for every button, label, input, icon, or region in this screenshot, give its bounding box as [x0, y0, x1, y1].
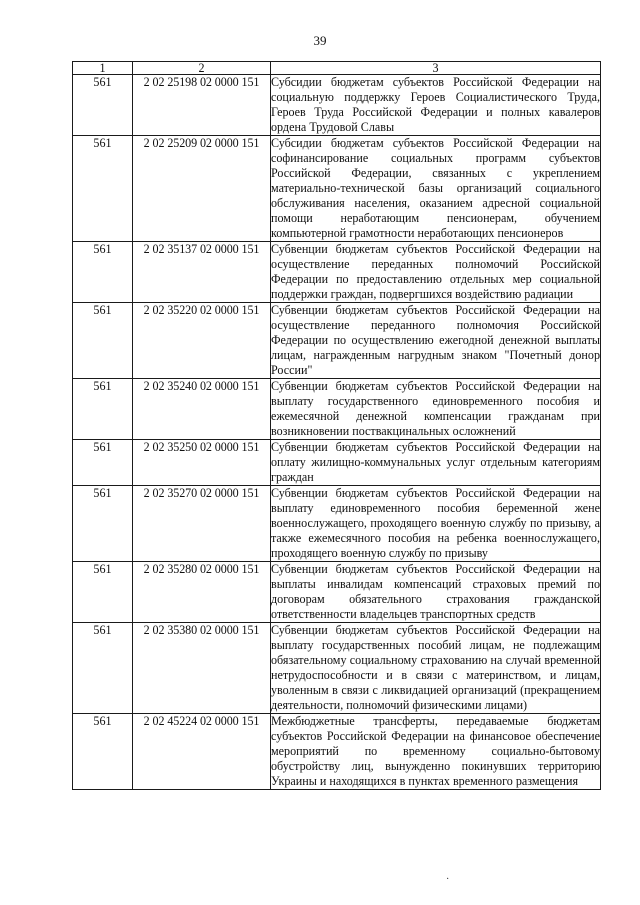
- admin-code-cell: 561: [73, 303, 133, 379]
- admin-code-cell: 561: [73, 714, 133, 790]
- column-header-admin: 1: [73, 62, 133, 75]
- admin-code-cell: 561: [73, 562, 133, 623]
- column-header-code: 2: [133, 62, 271, 75]
- table-row: [73, 136, 601, 242]
- income-name-cell: Субвенции бюджетам субъектов Российской Федерации на выплату государственного единовременного пособия и ежемесячной денежной компенсации гражданам при возникновении поствакцинальных осложнений: [271, 379, 600, 438]
- income-name-cell: Субвенции бюджетам субъектов Российской Федерации на выплаты инвалидам компенсаций страховых премий по договорам обязательного страхования гражданской ответственности владельцев транспортных средств: [271, 562, 600, 621]
- table-row: [73, 75, 601, 136]
- income-code-cell: 2 02 35220 02 0000 151: [133, 303, 271, 379]
- admin-code-cell: 561: [73, 486, 133, 562]
- income-code-cell: 2 02 45224 02 0000 151: [133, 714, 271, 790]
- admin-code-cell: 561: [73, 242, 133, 303]
- income-name-cell: Субвенции бюджетам субъектов Российской Федерации на осуществление переданных полномочий Российской Федерации по предоставлению отдельных мер социальной поддержки граждан, подвергшихся воздействию радиации: [271, 242, 600, 301]
- table-row: [73, 440, 601, 486]
- income-name-cell: Субсидии бюджетам субъектов Российской Федерации на социальную поддержку Героев Социалистического Труда, Героев Труда Российской Федерации и полных кавалеров ордена Трудовой Славы: [271, 75, 600, 134]
- table-row: [73, 486, 601, 562]
- income-name-cell: Субвенции бюджетам субъектов Российской Федерации на выплату государственных пособий лицам, не подлежащим обязательному социальному страхованию на случай временной нетрудоспособности и в связи с материнством, и лицам, уволенным в связи с ликвидацией организаций (прекращением деятельности, полномочий физическими лицами): [271, 623, 600, 712]
- admin-code-cell: 561: [73, 136, 133, 242]
- table-header-row: [73, 62, 601, 75]
- table-row: [73, 303, 601, 379]
- income-code-cell: 2 02 35280 02 0000 151: [133, 562, 271, 623]
- income-code-cell: 2 02 35250 02 0000 151: [133, 440, 271, 486]
- column-header-name: 3: [271, 62, 601, 75]
- page-number: 39: [313, 33, 327, 48]
- admin-code-cell: 561: [73, 379, 133, 440]
- table-row: [73, 714, 601, 790]
- income-code-cell: 2 02 25209 02 0000 151: [133, 136, 271, 242]
- income-name-cell: Субвенции бюджетам субъектов Российской Федерации на выплату единовременного пособия беременной жене военнослужащего, проходящего военную службу по призыву, а также ежемесячного пособия на ребенка военнослужащего, проходящего военную службу по призыву: [271, 486, 600, 560]
- budget-classification-table: [72, 61, 601, 790]
- income-code-cell: 2 02 25198 02 0000 151: [133, 75, 271, 136]
- income-code-cell: 2 02 35270 02 0000 151: [133, 486, 271, 562]
- income-name-cell: Субвенции бюджетам субъектов Российской Федерации на осуществление переданного полномочия Российской Федерации по осуществлению ежегодной денежной выплаты лицам, награжденным нагрудным знаком "Почетный донор России": [271, 303, 600, 377]
- scan-speck-mark: ·: [446, 874, 450, 885]
- table-row: [73, 562, 601, 623]
- table-row: [73, 623, 601, 714]
- income-name-cell: Субвенции бюджетам субъектов Российской Федерации на оплату жилищно-коммунальных услуг отдельным категориям граждан: [271, 440, 600, 484]
- income-name-cell: Межбюджетные трансферты, передаваемые бюджетам субъектов Российской Федерации на финансовое обеспечение мероприятий по временному социально-бытовому обустройству лиц, вынужденно покинувших территорию Украины и находящихся в пунктах временного размещения: [271, 714, 600, 788]
- income-code-cell: 2 02 35240 02 0000 151: [133, 379, 271, 440]
- table-row: [73, 379, 601, 440]
- income-code-cell: 2 02 35137 02 0000 151: [133, 242, 271, 303]
- table-row: [73, 242, 601, 303]
- income-name-cell: Субсидии бюджетам субъектов Российской Федерации на софинансирование социальных программ субъектов Российской Федерации, связанных с укреплением материально-технической базы организаций социального обслуживания населения, оказанием адресной социальной помощи неработающим пенсионерам, обучением компьютерной грамотности неработающих пенсионеров: [271, 136, 600, 240]
- income-code-cell: 2 02 35380 02 0000 151: [133, 623, 271, 714]
- admin-code-cell: 561: [73, 623, 133, 714]
- admin-code-cell: 561: [73, 440, 133, 486]
- admin-code-cell: 561: [73, 75, 133, 136]
